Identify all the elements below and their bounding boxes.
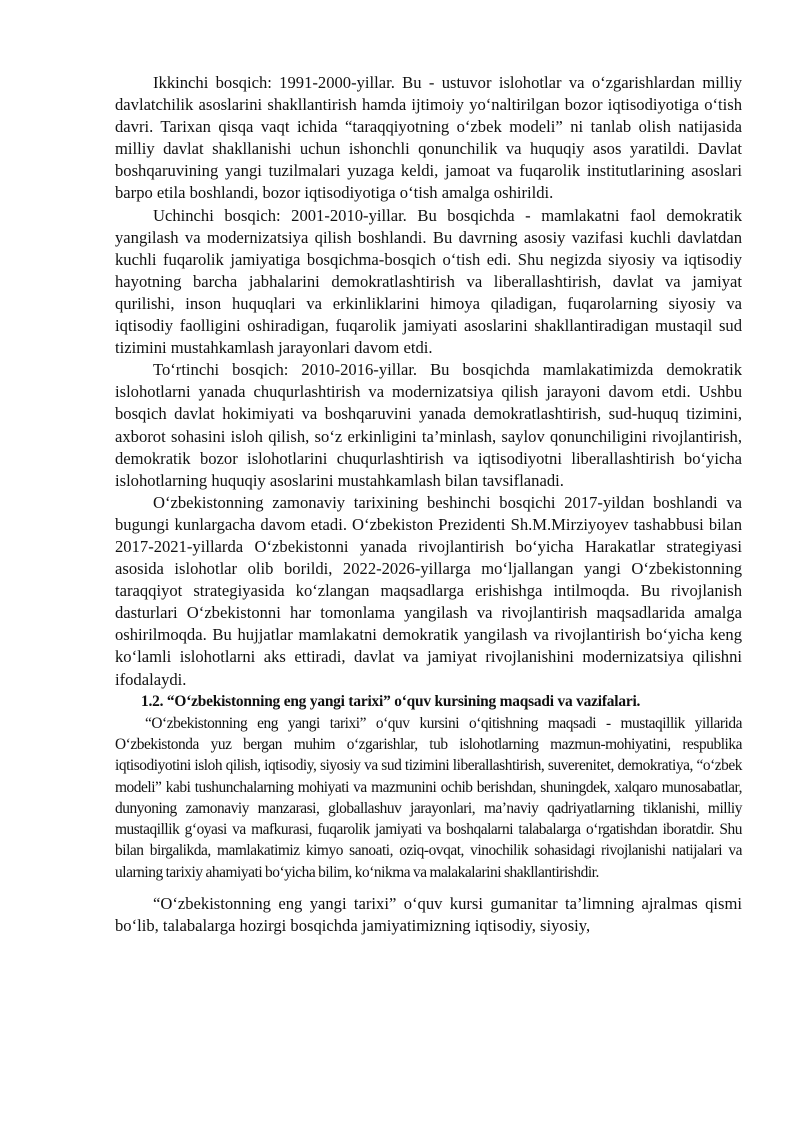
document-page [115,72,742,937]
paragraph-stage-four: To‘rtinchi bosqich: 2010-2016-yillar. Bu bosqichda mamlakatimizda demokratik islohotlarni yanada chuqurlashtirish va modernizatsiya qilish jarayoni davom etdi. Ushbu bosqich davlat hokimiyati va boshqaruvini yanada demokratlashtirish, sud-huquq tizimini, axborot sohasini isloh qilish, so‘z erkinligini ta’minlash, saylov qonunchiligini rivojlantirish, demokratik bozor islohotlarini chuqurlashtirish va iqtisodiyotni liberallashtirish bo‘yicha islohotlarning huquqiy asoslarini mustahkamlash bilan tavsiflanadi. [115,360,742,490]
paragraph-stage-two: Ikkinchi bosqich: 1991-2000-yillar. Bu - ustuvor islohotlar va o‘zgarishlardan milliy davlatchilik asoslarini shakllantirish hamda ijtimoiy yo‘naltirilgan bozor iqtisodiyotiga o‘tish davri. Tarixan qisqa vaqt ichida “taraqqiyotning o‘zbek modeli” ni tanlab olish natijasida milliy davlat shakllanishi uchun ishonchli qonunchilik va huquqiy asos yaratildi. Davlat boshqaruvining yangi tuzilmalari yuzaga keldi, jamoat va fuqarolik institutlarining asoslari barpo etila boshlandi, bozor iqtisodiyotiga o‘tish amalga oshirildi. [115,73,742,203]
paragraph-course-role: “O‘zbekistonning eng yangi tarixi” o‘quv kursi gumanitar ta’limning ajralmas qismi bo‘lib, talabalarga hozirgi bosqichda jamiyatimizning iqtisodiy, siyosiy, [115,894,742,936]
section-heading: 1.2. “O‘zbekistonning eng yangi tarixi” o‘quv kursining maqsadi va vazifalari. [141,692,641,710]
paragraph-stage-three: Uchinchi bosqich: 2001-2010-yillar. Bu bosqichda - mamlakatni faol demokratik yangilash va modernizatsiya qilish boshlandi. Bu davrning asosiy vazifasi kuchli davlatdan kuchli fuqarolik jamiyatiga bosqichma-bosqich o‘tish edi. Shu negizda siyosiy va iqtisodiy hayotning barcha jabhalarini demokratlashtirish va liberallashtirish, davlat va jamiyat qurilishi, inson huquqlari va erkinliklarini himoya qiladigan, fuqarolarning siyosiy va iqtisodiy faolligini oshiradigan, fuqarolik jamiyati asoslarini shakllantiradigan mustaqil sud tizimini mustahkamlash jarayonlari davom etdi. [115,205,742,358]
paragraph-stage-five: O‘zbekistonning zamonaviy tarixining beshinchi bosqichi 2017-yildan boshlandi va bugungi kunlargacha davom etadi. O‘zbekiston Prezidenti Sh.M.Mirziyoyev tashabbusi bilan 2017-2021-yillarda O‘zbekistonni yanada rivojlantirish bo‘yicha Harakatlar strategiyasi asosida islohotlar olib borildi, 2022-2026-yillarga mo‘ljallangan yangi O‘zbekistonning taraqqiyot strategiyasida ko‘zlangan maqsadlarga erishishga intilmoqda. Bu rivojlanish dasturlari O‘zbekistonni har tomonlama yangilash va rivojlantirish maqsadlarida amalga oshirilmoqda. Bu hujjatlar mamlakatni demokratik yangilash va rivojlantirish bo‘yicha keng ko‘lamli islohotlarni aks ettiradi, davlat va jamiyat rivojlanishini modernizatsiya qilishni ifodalaydi. [115,492,742,689]
paragraph-course-goal: “O‘zbekistonning eng yangi tarixi” o‘quv kursini o‘qitishning maqsadi - mustaqillik yillarida O‘zbekistonda yuz bergan muhim o‘zgarishlar, tub islohotlarning mazmun-mohiyatini, respublika iqtisodiyotini isloh qilish, iqtisodiy, siyosiy va sud tizimini liberallashtirish, suverenitet, demokratiya, “o‘zbek modeli” kabi tushunchalarning mohiyati va mazmunini ochib berishdan, shuningdek, xalqaro munosabatlar, dunyoning zamonaviy manzarasi, globallashuv jarayonlari, ma’naviy qadriyatlarning tiklanishi, milliy mustaqillik g‘oyasi va mafkurasi, fuqarolik jamiyati va boshqalarni talabalarga o‘rgatishdan iboratdir. Shu bilan birgalikda, mamlakatimiz kimyo sanoati, oziq-ovqat, vinochilik sohasidagi rivojlanishi natijalari va ularning tarixiy ahamiyati bo‘yicha bilim, ko‘nikma va malakalarini shakllantirishdir. [115,714,742,881]
